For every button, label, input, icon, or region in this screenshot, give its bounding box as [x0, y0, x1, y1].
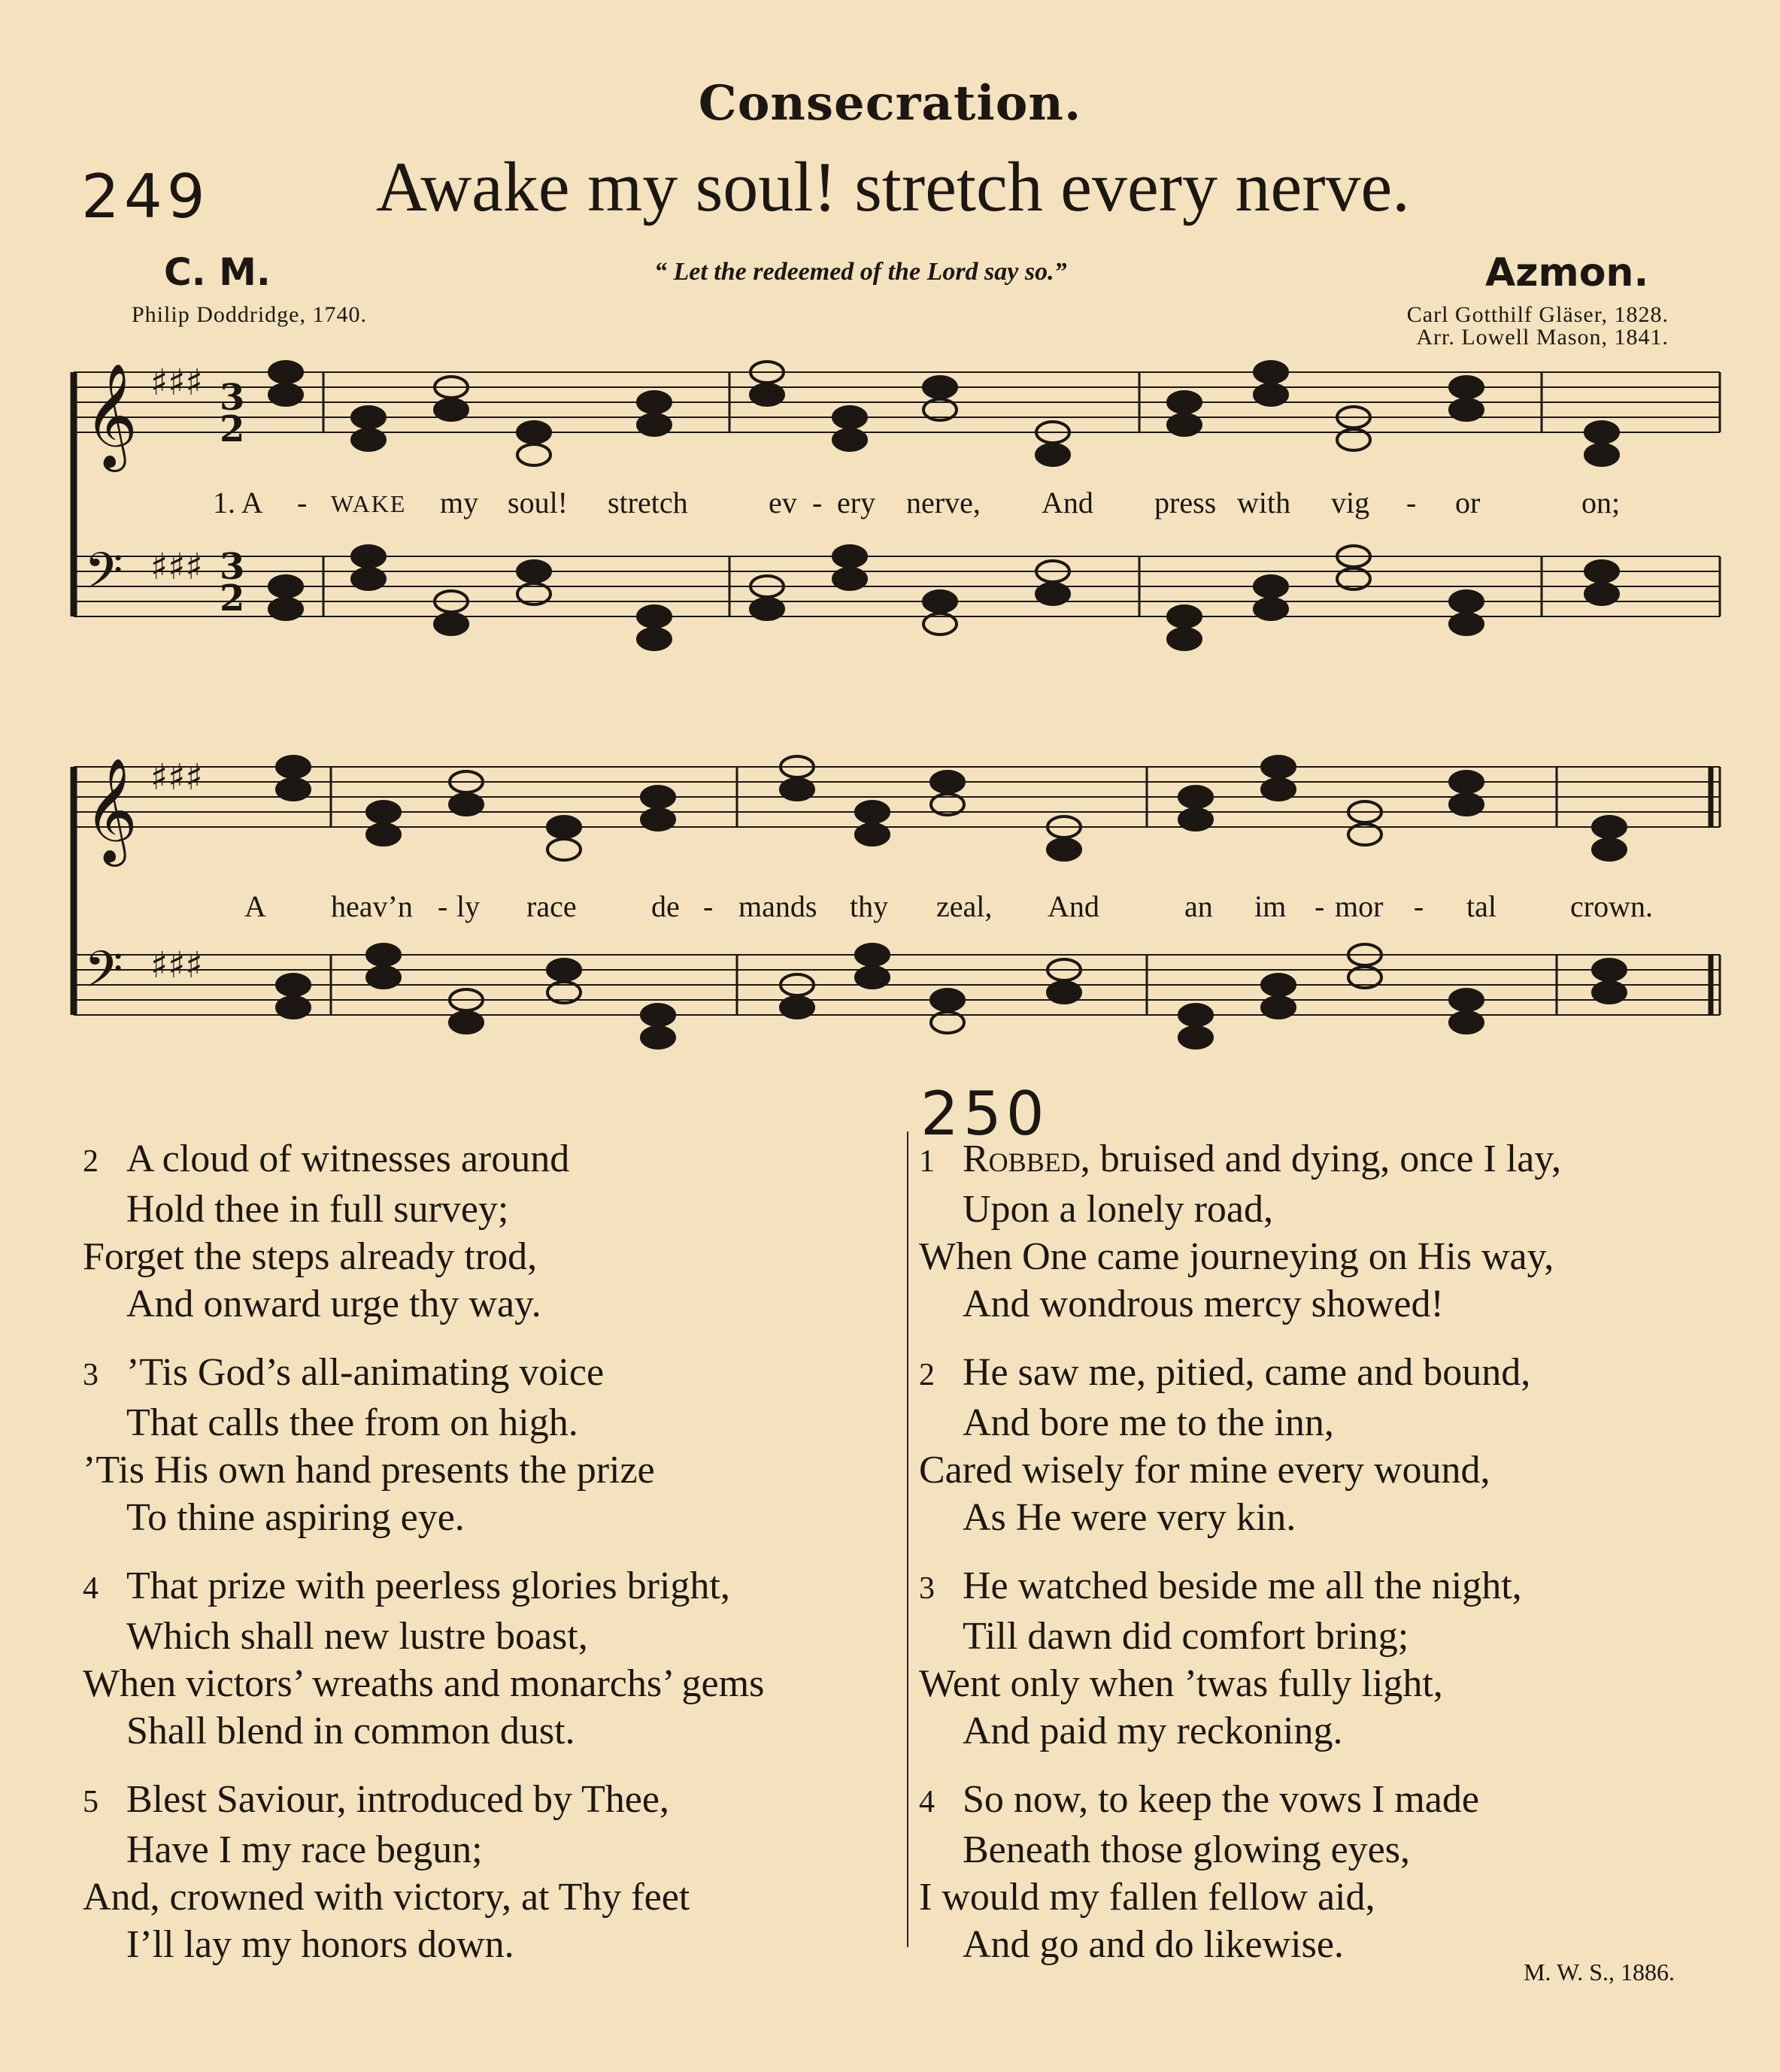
lyric-syllable: thy	[850, 889, 889, 923]
verse-line: And wondrous mercy showed!	[963, 1283, 1444, 1325]
verse-4	[919, 1776, 1754, 1968]
verse-line: When victors’ wreaths and monarchs’ gems	[83, 1662, 765, 1705]
note-head	[641, 1027, 675, 1048]
lyric-syllable: mands	[738, 889, 817, 923]
key-signature: ♯♯♯	[150, 546, 203, 588]
note-head	[1179, 1027, 1212, 1048]
verse-line: Beneath those glowing eyes,	[963, 1828, 1410, 1871]
verse-line: Blest Saviour, introduced by Thee,	[126, 1778, 669, 1821]
verse-line: And, crowned with victory, at Thy feet	[83, 1876, 690, 1919]
verse-3	[919, 1562, 1754, 1755]
column-divider	[907, 1131, 908, 1947]
lyric-syllable: 1. A	[213, 486, 263, 520]
note-head	[641, 786, 675, 807]
lyric-syllable: And	[1048, 889, 1099, 923]
note-head	[1262, 997, 1295, 1018]
note-head	[1168, 414, 1201, 435]
treble-clef: 𝄞	[84, 363, 138, 468]
note-head	[367, 944, 400, 965]
note-head	[638, 392, 671, 413]
note-head	[833, 546, 866, 567]
note-head	[781, 997, 814, 1018]
note-head	[638, 629, 671, 650]
lyric-syllable: -	[1315, 889, 1325, 923]
verse-line: bruised and dying, once I lay,	[1099, 1137, 1561, 1180]
lyric-syllable: im	[1254, 889, 1287, 923]
note-head	[435, 613, 468, 635]
lyric-syllable: vig	[1331, 486, 1370, 520]
verse-number: 2	[919, 1358, 935, 1392]
verse-line: As He were very kin.	[963, 1496, 1296, 1539]
note-head	[931, 989, 964, 1010]
verse-line: Shall blend in common dust.	[126, 1710, 575, 1752]
lyric-syllable: race	[526, 889, 577, 923]
note-head	[1585, 583, 1618, 604]
verse-number: 3	[83, 1358, 99, 1392]
lyric-syllable: WAKE	[331, 490, 407, 517]
verse-line: A cloud of witnesses around	[126, 1137, 570, 1180]
note-head	[1036, 444, 1069, 465]
verse-line: And paid my reckoning.	[963, 1710, 1343, 1752]
verse-line: Cared wisely for mine every wound,	[919, 1449, 1490, 1492]
verse-first-word: Robbed,	[963, 1137, 1090, 1180]
note-head	[352, 546, 385, 567]
note-head	[1048, 839, 1081, 860]
note-head	[269, 362, 302, 383]
verse-line: And go and do likewise.	[963, 1923, 1344, 1966]
lyric-syllable: -	[812, 486, 823, 520]
note-head	[1450, 1012, 1483, 1033]
note-head	[547, 839, 581, 860]
verse-line: That calls thee from on high.	[126, 1401, 578, 1444]
verse-number: 1	[919, 1144, 935, 1179]
lyric-syllable: or	[1455, 486, 1481, 520]
hymn-250-number: 250	[920, 1079, 1049, 1149]
note-head	[1593, 959, 1626, 980]
author-credit: Philip Doddridge, 1740.	[132, 302, 367, 327]
time-signature: 2	[220, 408, 245, 450]
note-head	[1450, 591, 1483, 612]
lyric-syllable: ly	[456, 889, 481, 923]
note-head	[450, 794, 483, 815]
time-signature: 2	[220, 577, 245, 619]
note-head	[1179, 809, 1212, 830]
note-head	[517, 561, 550, 582]
note-head	[1593, 982, 1626, 1003]
verse-2	[919, 1349, 1754, 1541]
note-head	[1168, 629, 1201, 650]
note-head	[367, 801, 400, 822]
note-head	[1168, 606, 1201, 627]
note-head	[269, 384, 302, 405]
note-head	[1262, 974, 1295, 995]
hymn-249-title: Awake my soul! stretch every nerve.	[376, 148, 1410, 226]
note-head	[833, 568, 866, 589]
verse-1	[919, 1135, 1754, 1328]
verse-line: Till dawn did comfort bring;	[963, 1615, 1409, 1658]
note-head	[1254, 362, 1287, 383]
tune-name: Azmon.	[1485, 250, 1649, 295]
lyric-syllable: -	[1406, 486, 1417, 520]
hymn-249-verses	[83, 1135, 902, 1968]
verse-line: I’ll lay my honors down.	[126, 1923, 514, 1966]
verse-line: ’Tis His own hand presents the prize	[83, 1449, 655, 1492]
note-head	[641, 809, 675, 830]
note-head	[269, 598, 302, 619]
note-head	[277, 779, 310, 800]
lyric-syllable: zeal,	[936, 889, 993, 923]
note-head	[352, 429, 385, 450]
note-head	[638, 414, 671, 435]
verse-2	[83, 1135, 902, 1328]
verse-line: And onward urge thy way.	[126, 1283, 541, 1325]
lyric-syllable: ev	[769, 486, 797, 520]
verse-line: And bore me to the inn,	[963, 1401, 1334, 1444]
note-head	[1450, 794, 1483, 815]
key-signature: ♯♯♯	[150, 944, 203, 986]
note-head	[547, 959, 581, 980]
verse-line: Have I my race begun;	[126, 1828, 483, 1871]
lyric-syllable: an	[1184, 889, 1213, 923]
note-head	[751, 384, 784, 405]
note-head	[1262, 756, 1295, 777]
lyric-syllable: stretch	[608, 486, 688, 520]
note-head	[833, 429, 866, 450]
bass-clef: 𝄢	[84, 542, 123, 612]
lyric-syllable: press	[1154, 486, 1217, 520]
section-heading: Consecration.	[698, 75, 1082, 132]
verse-3	[83, 1349, 902, 1541]
note-head	[517, 422, 550, 443]
note-head	[367, 967, 400, 988]
note-head	[1450, 377, 1483, 398]
verse-line: Upon a lonely road,	[963, 1188, 1274, 1231]
note-head	[450, 1012, 483, 1033]
verse-number: 3	[919, 1571, 935, 1606]
note-head	[1179, 786, 1212, 807]
lyric-syllable: -	[703, 889, 714, 923]
lyric-syllable: my	[440, 486, 479, 520]
note-head	[277, 756, 310, 777]
verse-line: He saw me, pitied, came and bound,	[963, 1351, 1531, 1394]
lyric-syllable: -	[297, 486, 308, 520]
note-head	[856, 944, 889, 965]
lyric-syllable: A	[244, 889, 266, 923]
lyric-syllable: And	[1042, 486, 1093, 520]
note-head	[1254, 384, 1287, 405]
verse-number: 2	[83, 1144, 99, 1179]
note-head	[751, 598, 784, 619]
verse-line: When One came journeying on His way,	[919, 1235, 1554, 1278]
note-head	[931, 771, 964, 792]
note-head	[1048, 982, 1081, 1003]
note-head	[269, 576, 302, 597]
note-head	[1593, 816, 1626, 838]
hymn-250-verses	[919, 1135, 1754, 1968]
note-head	[638, 606, 671, 627]
lyric-syllable: heav’n	[331, 889, 413, 923]
lyric-syllable: tal	[1466, 889, 1496, 923]
note-head	[923, 591, 957, 612]
note-head	[641, 1004, 675, 1025]
verse-line: ’Tis God’s all-animating voice	[126, 1351, 605, 1394]
scripture-quote: “ Let the redeemed of the Lord say so.”	[654, 258, 1067, 286]
note-head	[1450, 613, 1483, 635]
lyric-syllable: -	[438, 889, 448, 923]
note-head	[1450, 771, 1483, 792]
verse-number: 4	[83, 1571, 99, 1606]
verse-number: 5	[83, 1785, 99, 1819]
note-head	[367, 824, 400, 845]
note-head	[1585, 561, 1618, 582]
verse-5	[83, 1776, 902, 1968]
verse-line: I would my fallen fellow aid,	[919, 1876, 1375, 1919]
verse-line: Hold thee in full survey;	[126, 1188, 509, 1231]
hymn-249-number: 249	[81, 162, 210, 232]
note-head	[856, 824, 889, 845]
note-head	[517, 444, 550, 465]
note-head	[1585, 422, 1618, 443]
note-head	[547, 816, 581, 838]
note-head	[277, 997, 310, 1018]
verse-line: Went only when ’twas fully light,	[919, 1662, 1443, 1705]
note-head	[435, 399, 468, 420]
note-head	[352, 407, 385, 428]
verse-line: He watched beside me all the night,	[963, 1565, 1522, 1607]
lyric-syllable: -	[1414, 889, 1424, 923]
note-head	[1254, 576, 1287, 597]
note-head	[833, 407, 866, 428]
note-head	[1585, 444, 1618, 465]
time-signature: 3	[220, 377, 245, 419]
note-head	[856, 967, 889, 988]
hymn-250-signature: M. W. S., 1886.	[1524, 1958, 1675, 1986]
treble-clef: 𝄞	[84, 758, 138, 862]
lyric-syllable: on;	[1581, 486, 1621, 520]
lyric-syllable: crown.	[1570, 889, 1653, 923]
verse-line: To thine aspiring eye.	[126, 1496, 465, 1539]
lyric-syllable: ery	[837, 486, 876, 520]
verse-4	[83, 1562, 902, 1755]
note-head	[781, 779, 814, 800]
key-signature: ♯♯♯	[150, 362, 203, 404]
time-signature: 3	[220, 546, 245, 588]
composer-credit: Carl Gotthilf Gläser, 1828.	[1406, 302, 1669, 327]
note-head	[856, 801, 889, 822]
verse-line: Forget the steps already trod,	[83, 1235, 538, 1278]
note-head	[1179, 1004, 1212, 1025]
bass-clef: 𝄢	[84, 941, 123, 1010]
verse-line: Which shall new lustre boast,	[126, 1615, 588, 1658]
lyric-syllable: with	[1237, 486, 1291, 520]
note-head	[1450, 989, 1483, 1010]
note-head	[1450, 399, 1483, 420]
lyric-syllable: mor	[1335, 889, 1384, 923]
verse-line: So now, to keep the vows I made	[963, 1778, 1479, 1821]
note-head	[1593, 839, 1626, 860]
note-head	[1168, 392, 1201, 413]
lyric-syllable: soul!	[508, 486, 568, 520]
note-head	[1254, 598, 1287, 619]
meter-label: C. M.	[164, 250, 271, 294]
note-head	[352, 568, 385, 589]
note-head	[923, 377, 957, 398]
lyric-syllable: de	[651, 889, 680, 923]
key-signature: ♯♯♯	[150, 756, 203, 798]
note-head	[277, 974, 310, 995]
note-head	[1262, 779, 1295, 800]
lyric-syllable: nerve,	[906, 486, 981, 520]
note-head	[1036, 583, 1069, 604]
arranger-credit: Arr. Lowell Mason, 1841.	[1416, 325, 1669, 350]
verse-number: 4	[919, 1785, 935, 1819]
verse-line: That prize with peerless glories bright,	[126, 1565, 730, 1607]
